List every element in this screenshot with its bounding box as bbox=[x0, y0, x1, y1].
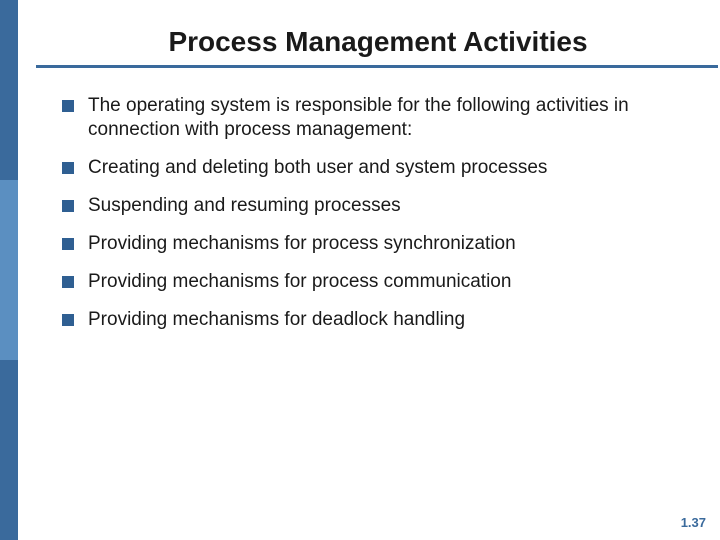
bullet-item bbox=[60, 308, 700, 332]
slide-title: Process Management Activities bbox=[168, 26, 588, 57]
bullet-item bbox=[60, 270, 700, 294]
square-bullet-icon bbox=[62, 314, 74, 326]
bullet-item bbox=[60, 156, 700, 180]
square-bullet-icon bbox=[62, 162, 74, 174]
square-bullet-icon bbox=[62, 200, 74, 212]
bullet-item bbox=[60, 94, 700, 142]
square-bullet-icon bbox=[62, 100, 74, 112]
bullet-text: The operating system is responsible for the following activities in connection with process management: bbox=[88, 95, 629, 140]
bullet-text: Providing mechanisms for process synchronization bbox=[88, 233, 516, 254]
bullet-item bbox=[60, 232, 700, 256]
sidebar-decoration bbox=[0, 0, 18, 540]
title-divider bbox=[36, 65, 718, 68]
sidebar-band-middle bbox=[0, 180, 18, 360]
bullet-text: Providing mechanisms for process communication bbox=[88, 271, 512, 292]
bullet-text: Suspending and resuming processes bbox=[88, 195, 401, 216]
square-bullet-icon bbox=[62, 238, 74, 250]
sidebar-band-bottom bbox=[0, 360, 18, 540]
slide-number: 1.37 bbox=[680, 515, 706, 530]
square-bullet-icon bbox=[62, 276, 74, 288]
bullet-list bbox=[60, 94, 700, 346]
bullet-text: Providing mechanisms for deadlock handling bbox=[88, 309, 466, 330]
bullet-text: Creating and deleting both user and system processes bbox=[88, 157, 548, 178]
sidebar-band-top bbox=[0, 0, 18, 180]
bullet-item bbox=[60, 194, 700, 218]
